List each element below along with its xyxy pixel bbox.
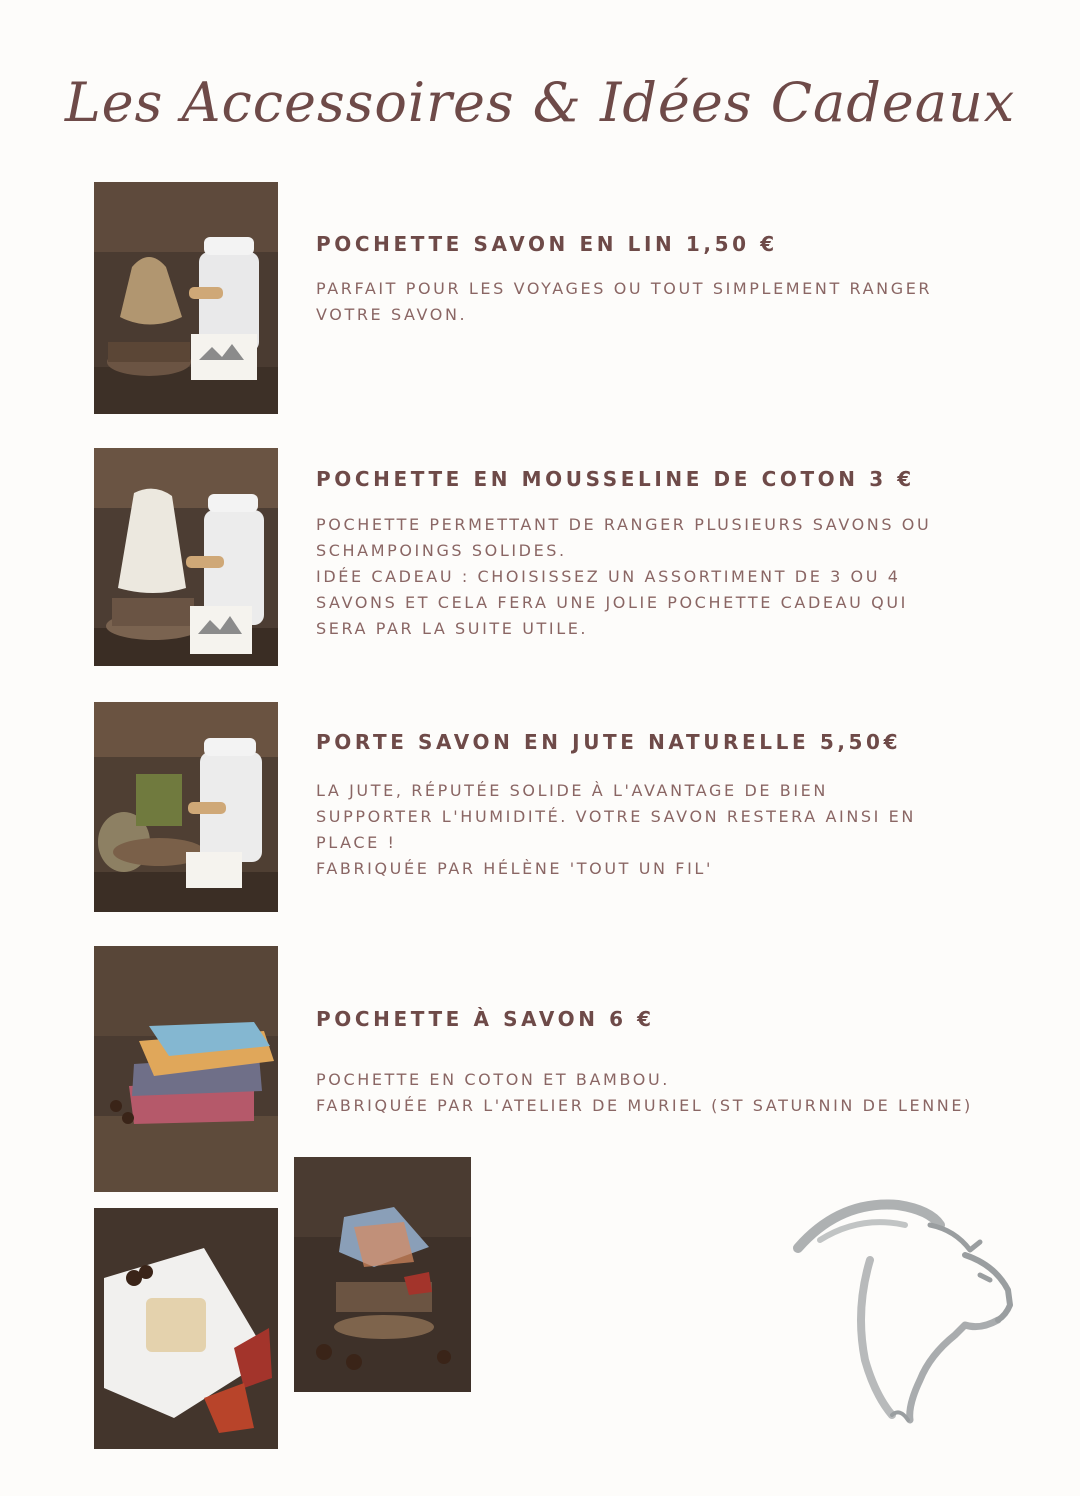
description-line: PARFAIT POUR LES VOYAGES OU TOUT SIMPLEMENT RANGER — [316, 279, 933, 298]
product-description-jute-holder — [316, 778, 1016, 882]
product-photo-jute-holder — [94, 702, 278, 912]
product-photo-soap-cloth — [94, 1208, 278, 1449]
product-photo-muslin-pouch — [94, 448, 278, 666]
goat-head-icon — [780, 1170, 1050, 1470]
description-line: IDÉE CADEAU : CHOISISSEZ UN ASSORTIMENT DE 3 OU 4 — [316, 567, 901, 586]
description-line: SCHAMPOINGS SOLIDES. — [316, 541, 567, 560]
description-line: FABRIQUÉE PAR L'ATELIER DE MURIEL (ST SATURNIN DE LENNE) — [316, 1096, 973, 1115]
product-title-muslin-pouch: POCHETTE EN MOUSSELINE DE COTON 3 € — [316, 467, 915, 491]
product-photo-plaid-pouch-wood — [294, 1157, 471, 1392]
description-line: PLACE ! — [316, 833, 397, 852]
description-line: POCHETTE EN COTON ET BAMBOU. — [316, 1070, 670, 1089]
description-line: LA JUTE, RÉPUTÉE SOLIDE À L'AVANTAGE DE BIEN — [316, 781, 828, 800]
product-description-muslin-pouch — [316, 512, 1016, 642]
product-title-soap-pouch: POCHETTE À SAVON 6 € — [316, 1007, 655, 1031]
page-title: Les Accessoires & Idées Cadeaux — [64, 71, 1016, 135]
description-line: VOTRE SAVON. — [316, 305, 468, 324]
description-line: SAVONS ET CELA FERA UNE JOLIE POCHETTE CADEAU QUI — [316, 593, 908, 612]
description-line: POCHETTE PERMETTANT DE RANGER PLUSIEURS SAVONS OU — [316, 515, 932, 534]
product-photo-linen-pouch — [94, 182, 278, 414]
description-line: SERA PAR LA SUITE UTILE. — [316, 619, 589, 638]
product-photo-plaid-pouches — [94, 946, 278, 1192]
product-title-linen-pouch: POCHETTE SAVON EN LIN 1,50 € — [316, 232, 778, 256]
product-description-soap-pouch — [316, 1067, 1016, 1119]
product-title-jute-holder: PORTE SAVON EN JUTE NATURELLE 5,50€ — [316, 730, 902, 754]
description-line: SUPPORTER L'HUMIDITÉ. VOTRE SAVON RESTERA AINSI EN — [316, 807, 916, 826]
product-description-linen-pouch — [316, 276, 1016, 328]
description-line: FABRIQUÉE PAR HÉLÈNE 'TOUT UN FIL' — [316, 859, 713, 878]
